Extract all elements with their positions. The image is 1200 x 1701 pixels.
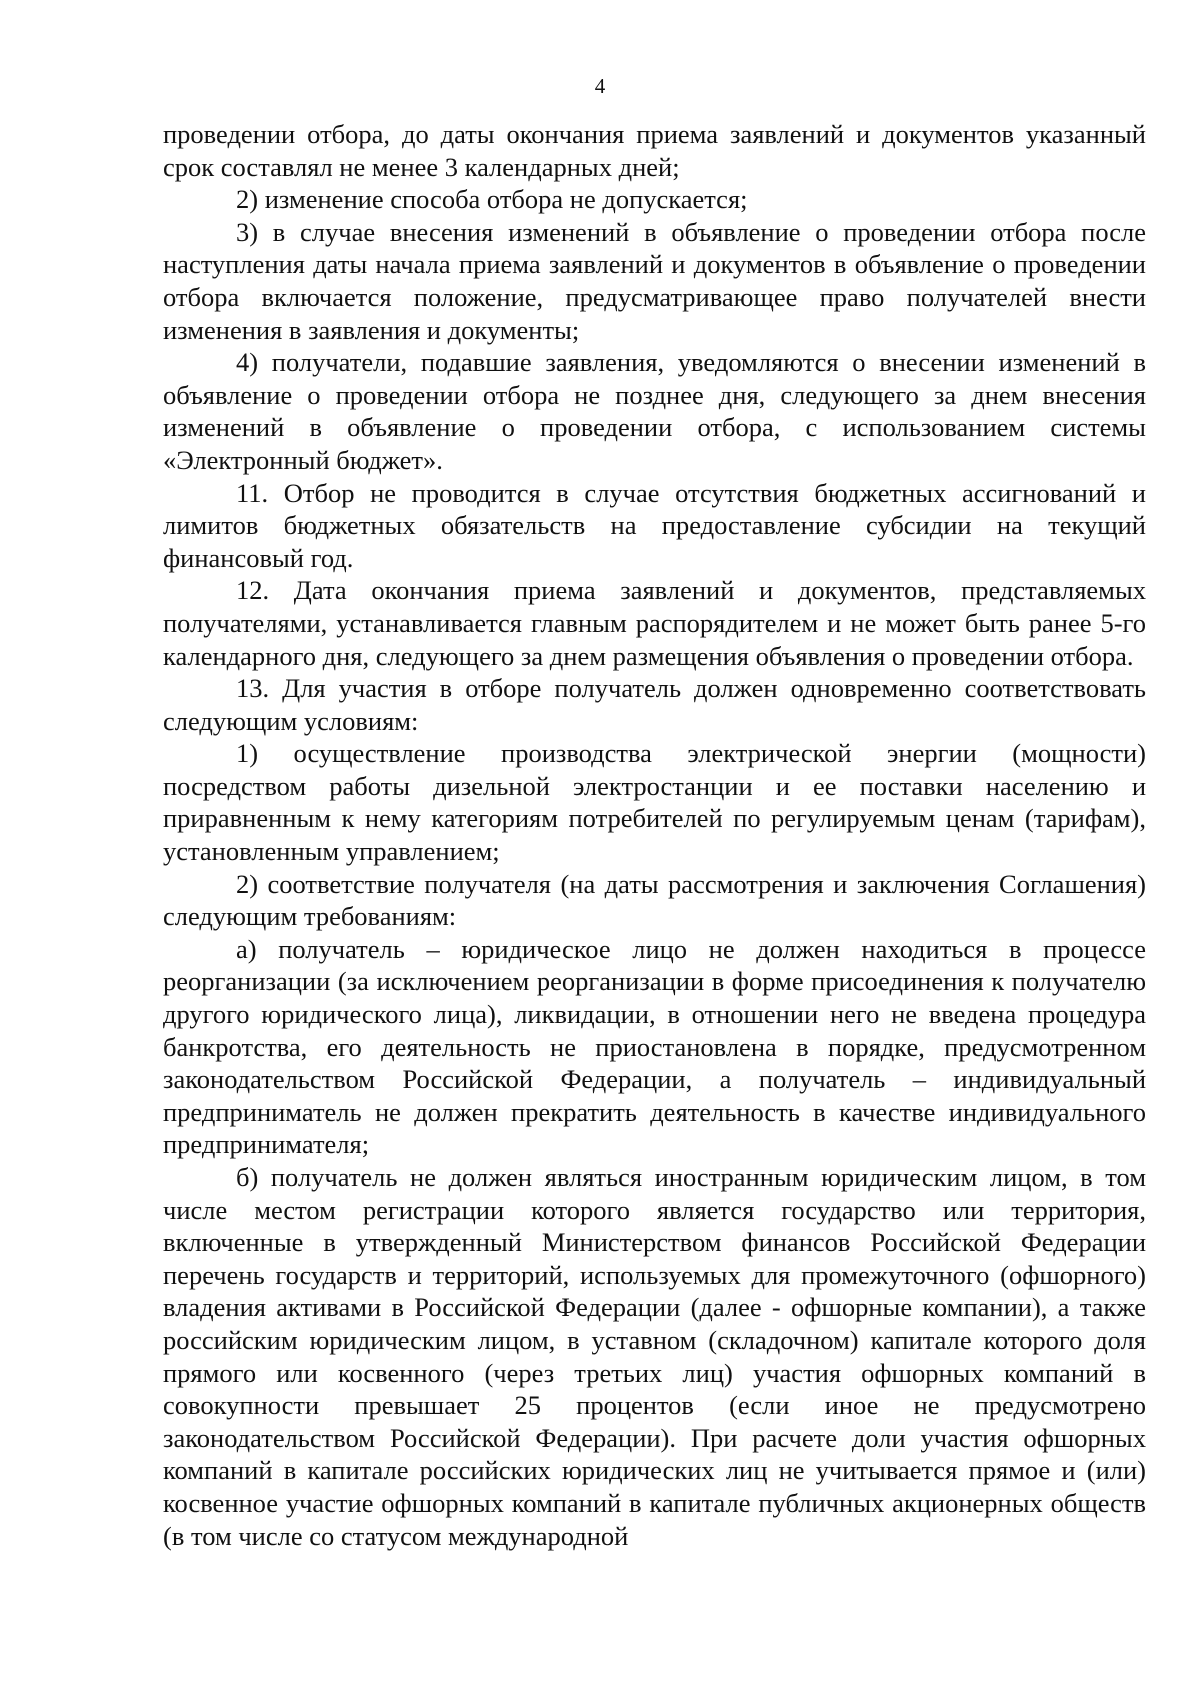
paragraph-requirement-a: а) получатель – юридическое лицо не должен находиться в процессе реорганизации (за исключением реорганизации в форме присоединения к получателю другого юридического лица), ликвидации, в отношении него не введена процедура банкротства, его деятельность не приостановлена в порядке, предусмотренном законодательством Российской Федерации, а получатель – индивидуальный предприниматель не должен прекратить деятельность в качестве индивидуального предпринимателя; (163, 933, 1146, 1160)
paragraph-clause-11: 11. Отбор не проводится в случае отсутствия бюджетных ассигнований и лимитов бюджетных обязательств на предоставление субсидии на текущий финансовый год. (163, 477, 1146, 573)
paragraph-item-3: 3) в случае внесения изменений в объявление о проведении отбора после наступления даты начала приема заявлений и документов в объявление о проведении отбора включается положение, предусматривающее право получателей внести изменения в заявления и документы; (163, 216, 1146, 345)
paragraph-clause-12: 12. Дата окончания приема заявлений и документов, представляемых получателями, устанавливается главным распорядителем и не может быть ранее 5-го календарного дня, следующего за днем размещения объявления о проведении отбора. (163, 575, 1146, 671)
document-body (163, 118, 1146, 1552)
paragraph-requirement-b: б) получатель не должен являться иностранным юридическим лицом, в том числе местом регистрации которого является государство или территория, включенные в утвержденный Министерством финансов Российской Федерации перечень государств и территорий, используемых для промежуточного (офшорного) владения активами в Российской Федерации (далее - офшорные компании), а также российским юридическим лицом, в уставном (складочном) капитале которого доля прямого или косвенного (через третьих лиц) участия офшорных компаний в совокупности превышает 25 процентов (если иное не предусмотрено законодательством Российской Федерации). При расчете доли участия офшорных компаний в капитале российских юридических лиц не учитывается прямое и (или) косвенное участие офшорных компаний в капитале публичных акционерных обществ (в том числе со статусом международной (163, 1162, 1146, 1551)
paragraph-item-2: 2) изменение способа отбора не допускается; (236, 184, 748, 215)
page-number: 4 (594, 74, 606, 98)
paragraph-condition-2: 2) соответствие получателя (на даты рассмотрения и заключения Соглашения) следующим требованиям: (163, 868, 1146, 932)
paragraph-item-4: 4) получатели, подавшие заявления, уведомляются о внесении изменений в объявление о проведении отбора не позднее дня, следующего за днем внесения изменений в объявление о проведении отбора, с использованием системы «Электронный бюджет». (163, 347, 1146, 475)
paragraph-clause-13: 13. Для участия в отборе получатель должен одновременно соответствовать следующим условиям: (163, 673, 1146, 736)
paragraph-condition-1: 1) осуществление производства электрической энергии (мощности) посредством работы дизельной электростанции и ее поставки населению и приравненным к нему категориям потребителей по регулируемым ценам (тарифам), установленным управлением; (163, 738, 1146, 867)
paragraph-continuation: проведении отбора, до даты окончания приема заявлений и документов указанный срок составлял не менее 3 календарных дней; (163, 119, 1146, 182)
